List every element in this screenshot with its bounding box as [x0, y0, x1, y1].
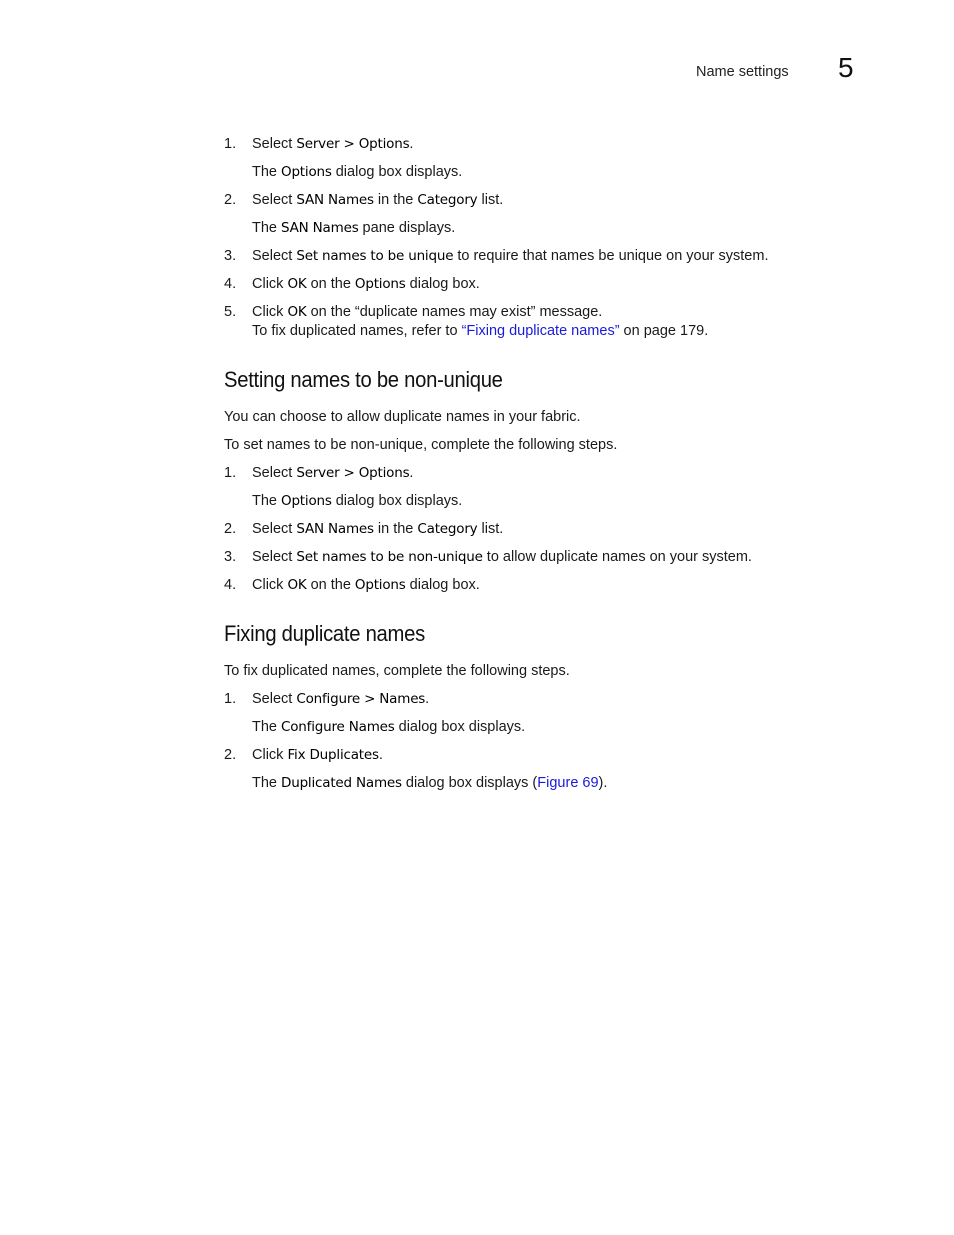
section-heading: Fixing duplicate names: [224, 621, 425, 646]
paragraph: To set names to be non-unique, complete the following steps.: [224, 437, 618, 453]
section-heading: Setting names to be non-unique: [224, 367, 503, 392]
running-header-title: Name settings: [696, 64, 789, 80]
paragraph: You can choose to allow duplicate names in your fabric.: [224, 409, 581, 425]
step-result: The Options dialog box displays.: [252, 493, 463, 509]
step-result: The Options dialog box displays.: [252, 164, 463, 180]
step-continuation: To fix duplicated names, refer to “Fixing duplicate names” on page 179.: [252, 323, 709, 339]
step-result: The Configure Names dialog box displays.: [252, 719, 526, 735]
menu-path: Server > Options: [296, 136, 410, 152]
figure-reference-link[interactable]: Figure 69: [537, 775, 599, 791]
cross-reference-link[interactable]: “Fixing duplicate names”: [461, 323, 620, 339]
step-result: The Duplicated Names dialog box displays (Figure 69).: [252, 775, 608, 791]
paragraph: To fix duplicated names, complete the following steps.: [224, 663, 570, 679]
chapter-number: 5: [838, 52, 854, 83]
step-result: The SAN Names pane displays.: [252, 220, 456, 236]
